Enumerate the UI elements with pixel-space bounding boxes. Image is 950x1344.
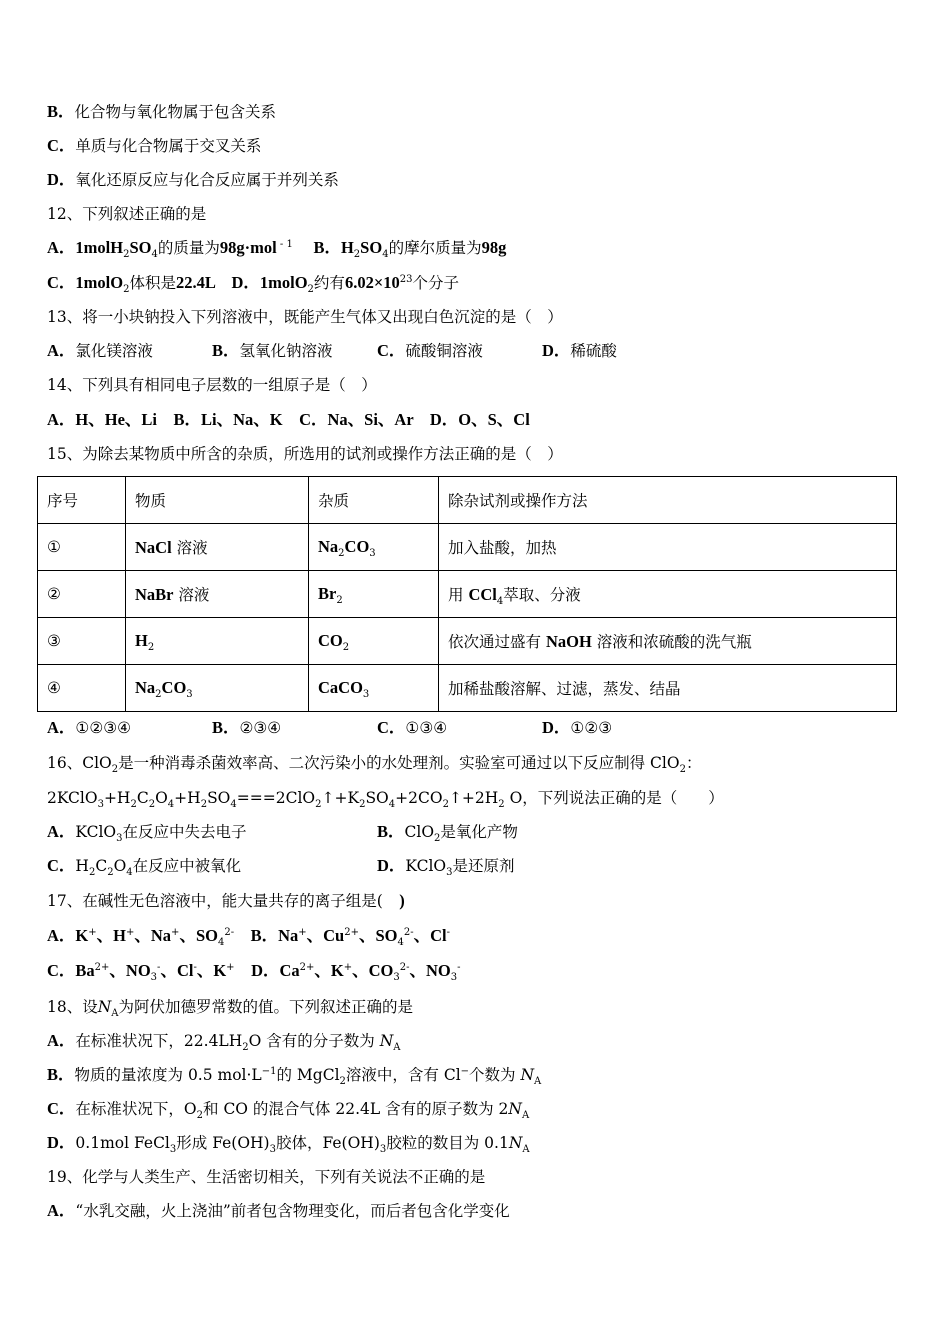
text-run: - bbox=[446, 926, 451, 938]
text-run: ↑+2H bbox=[448, 789, 499, 807]
text-run: 约有 bbox=[313, 274, 345, 292]
text-run: B． bbox=[212, 718, 240, 737]
table-header-cell: 物质 bbox=[126, 477, 309, 524]
text-run: + bbox=[125, 926, 135, 938]
text-run: 3 bbox=[446, 867, 453, 879]
text-run: A bbox=[521, 1110, 530, 1122]
text-run: C．Ba bbox=[47, 961, 95, 980]
impurity-table bbox=[37, 476, 897, 712]
text-run: 16、ClO bbox=[47, 754, 112, 772]
text-run: Br bbox=[318, 584, 337, 603]
text-run: 2 bbox=[107, 867, 114, 879]
text-run: − bbox=[460, 1065, 470, 1077]
table-header-cell: 序号 bbox=[38, 477, 126, 524]
text-run: C． bbox=[377, 718, 406, 737]
text-run: 、H bbox=[96, 926, 126, 945]
text-run: + bbox=[171, 926, 180, 938]
text-run: 2+ bbox=[299, 961, 315, 973]
text-run: 2 bbox=[155, 689, 162, 701]
option bbox=[212, 341, 333, 361]
table-cell bbox=[309, 524, 439, 571]
text-run: O 含有的分子数为 bbox=[248, 1032, 380, 1050]
text-run: 3 bbox=[450, 972, 458, 984]
table-cell bbox=[309, 665, 439, 712]
text-run: 6.02×10 bbox=[344, 273, 400, 292]
option bbox=[377, 341, 483, 361]
text-line bbox=[47, 238, 507, 261]
text-run: C． bbox=[377, 341, 406, 360]
text-run: 2 bbox=[434, 833, 441, 845]
text-run: A bbox=[393, 1042, 401, 1054]
text-run: 溶液和浓硫酸的洗气瓶 bbox=[591, 633, 752, 651]
text-line bbox=[47, 1133, 530, 1156]
text-line bbox=[47, 997, 414, 1020]
table-row bbox=[38, 524, 897, 571]
text-line bbox=[47, 136, 261, 156]
table-cell bbox=[439, 618, 897, 665]
text-run: 的摩尔质量为 bbox=[388, 239, 482, 257]
text-run: 、K bbox=[196, 961, 227, 980]
text-run: Na bbox=[135, 678, 156, 697]
text-run: - bbox=[457, 961, 461, 973]
text-run: 是还原剂 bbox=[452, 857, 515, 875]
text-run: ③ bbox=[47, 632, 61, 650]
text-run: 2 bbox=[315, 799, 322, 811]
text-run: 加入盐酸，加热 bbox=[448, 539, 557, 557]
table-header-row bbox=[38, 477, 897, 524]
text-run: A．1molH bbox=[47, 238, 124, 257]
text-run: −1 bbox=[261, 1065, 277, 1077]
text-run: ①②③④ bbox=[75, 719, 132, 737]
text-run: - 1 bbox=[276, 238, 293, 250]
text-run: + bbox=[88, 926, 97, 938]
text-run: D． bbox=[542, 718, 571, 737]
table-cell bbox=[38, 571, 126, 618]
text-run: 3 bbox=[97, 799, 104, 811]
text-run: 3 bbox=[186, 689, 193, 701]
text-run: 2 bbox=[196, 1110, 204, 1122]
table-cell bbox=[439, 524, 897, 571]
text-run: 3 bbox=[116, 833, 123, 845]
text-line bbox=[47, 891, 405, 911]
text-run: N bbox=[97, 998, 112, 1016]
text-run: NaBr bbox=[135, 585, 174, 604]
text-run: 3 bbox=[169, 1144, 177, 1156]
text-run: 15、为除去某物质中所含的杂质，所选用的试剂或操作方法正确的是（ ） bbox=[47, 445, 563, 463]
text-run: 、NO bbox=[409, 961, 451, 980]
text-run: NaCl bbox=[135, 538, 172, 557]
text-run: 2 bbox=[353, 249, 361, 261]
text-run: 2 bbox=[442, 799, 449, 811]
text-run: O bbox=[155, 789, 168, 807]
text-run: 0.1mol FeCl bbox=[75, 1134, 170, 1152]
option bbox=[542, 718, 612, 738]
table-cell bbox=[38, 618, 126, 665]
text-run: 22.4L D．1molO bbox=[175, 273, 308, 292]
text-run: KClO bbox=[75, 823, 117, 841]
text-run: H bbox=[135, 631, 148, 650]
text-run: D． bbox=[542, 341, 571, 360]
text-line bbox=[47, 1201, 510, 1221]
text-run: 硫酸铜溶液 bbox=[405, 342, 483, 360]
text-run: 2 bbox=[307, 284, 314, 296]
text-run: A． bbox=[47, 1201, 76, 1220]
text-run: C． bbox=[47, 1099, 76, 1118]
text-run: 个分子 bbox=[412, 274, 459, 292]
text-run: 12、下列叙述正确的是 bbox=[47, 205, 207, 223]
text-run: 物质的量浓度为 0.5 mol·L bbox=[74, 1066, 262, 1084]
table-cell bbox=[309, 571, 439, 618]
text-run: ④ bbox=[47, 679, 61, 697]
text-run: 2 bbox=[498, 799, 505, 811]
text-run: 2 bbox=[339, 1076, 346, 1088]
text-run: 14、下列具有相同电子层数的一组原子是（ ） bbox=[47, 376, 377, 394]
text-run: 化合物与氧化物属于包含关系 bbox=[74, 103, 277, 121]
text-run: A． bbox=[47, 822, 76, 841]
text-run: 溶液中，含有 Cl bbox=[345, 1066, 461, 1084]
text-run: 23 bbox=[399, 273, 413, 285]
text-run: 4 bbox=[217, 937, 225, 949]
text-run: 19、化学与人类生产、生活密切相关，下列有关说法不正确的是 bbox=[47, 1168, 486, 1186]
table-cell bbox=[126, 665, 309, 712]
text-line bbox=[47, 1031, 401, 1054]
text-line bbox=[47, 204, 206, 224]
text-run: 单质与化合物属于交叉关系 bbox=[75, 137, 262, 155]
text-run: A．H、He、Li B．Li、Na、K C．Na、Si、Ar D．O、S、Cl bbox=[47, 410, 530, 429]
text-run: SO bbox=[207, 789, 231, 807]
text-run: 用 bbox=[448, 586, 469, 604]
text-run: 4 bbox=[151, 249, 158, 261]
text-run: 98g bbox=[481, 238, 507, 257]
text-run: + bbox=[298, 926, 307, 938]
text-run: 4 bbox=[388, 799, 396, 811]
text-run: 3 bbox=[150, 972, 158, 984]
text-run: 2 bbox=[111, 764, 119, 776]
option bbox=[377, 856, 515, 879]
text-line bbox=[47, 1099, 530, 1122]
option bbox=[47, 822, 247, 845]
text-run: CO bbox=[161, 678, 187, 697]
text-run: ClO bbox=[404, 823, 435, 841]
text-run: A． bbox=[47, 341, 76, 360]
text-run: D．Ca bbox=[234, 961, 300, 980]
text-line bbox=[47, 170, 339, 190]
text-run: 在反应中被氧化 bbox=[132, 857, 242, 875]
text-run: D． bbox=[47, 1133, 76, 1152]
text-run: 2 bbox=[200, 799, 208, 811]
table-cell bbox=[439, 571, 897, 618]
text-run: CCl bbox=[468, 585, 497, 604]
text-run: 18、设 bbox=[47, 998, 98, 1016]
text-run: A． bbox=[47, 718, 76, 737]
table-cell bbox=[126, 618, 309, 665]
option bbox=[212, 718, 281, 738]
table-row bbox=[38, 618, 897, 665]
table-cell bbox=[38, 665, 126, 712]
text-run: A． bbox=[47, 1031, 76, 1050]
text-run: 的 MgCl bbox=[276, 1066, 340, 1084]
text-run: 2 bbox=[123, 249, 130, 261]
text-run: 氯化镁溶液 bbox=[75, 342, 153, 360]
text-run: 3 bbox=[379, 1144, 387, 1156]
text-line bbox=[47, 926, 451, 949]
text-run: 2- bbox=[403, 926, 414, 938]
text-run: N bbox=[379, 1032, 394, 1050]
text-run: D． bbox=[377, 856, 406, 875]
text-run: “水乳交融，火上浇油”前者包含物理变化，而后者包含化学变化 bbox=[75, 1202, 510, 1220]
table-cell bbox=[309, 618, 439, 665]
text-run: ①②③ bbox=[570, 719, 613, 737]
text-run: 17、在碱性无色溶液中，能大量共存的离子组是( bbox=[47, 892, 383, 910]
table-row bbox=[38, 571, 897, 618]
table-cell bbox=[126, 571, 309, 618]
text-run: 、SO bbox=[179, 926, 218, 945]
text-run: N bbox=[508, 1100, 522, 1118]
text-line bbox=[47, 444, 563, 464]
text-run: 、Na bbox=[134, 926, 172, 945]
text-line bbox=[47, 1065, 542, 1088]
text-run: 2+ bbox=[94, 961, 110, 973]
text-run: 2+ bbox=[344, 926, 359, 938]
text-run: ②③④ bbox=[239, 719, 282, 737]
option bbox=[377, 822, 518, 845]
text-run: 在标准状况下，O bbox=[75, 1100, 197, 1118]
text-run: C bbox=[136, 789, 149, 807]
text-run: 、CO bbox=[352, 961, 394, 980]
text-run: SO bbox=[365, 789, 389, 807]
text-run: ： bbox=[685, 754, 702, 772]
text-run: 溶液 bbox=[173, 586, 210, 604]
text-run: 胶体，Fe(OH) bbox=[275, 1134, 380, 1152]
text-run: 4 bbox=[167, 799, 175, 811]
table-row bbox=[38, 665, 897, 712]
text-run: 2 bbox=[679, 764, 686, 776]
text-run: 2 bbox=[130, 799, 137, 811]
text-run: 在反应中失去电子 bbox=[122, 823, 247, 841]
text-run: ② bbox=[47, 585, 61, 603]
text-run: 氧化还原反应与化合反应属于并列关系 bbox=[75, 171, 339, 189]
text-run: ↑+K bbox=[321, 789, 360, 807]
text-run: 2 bbox=[359, 799, 366, 811]
text-run: 2KClO bbox=[47, 789, 98, 807]
text-run: 依次通过盛有 bbox=[448, 633, 546, 651]
text-run: 、K bbox=[314, 961, 344, 980]
text-run: B．Na bbox=[234, 926, 299, 945]
text-run: B． bbox=[47, 102, 75, 121]
text-run: 是氧化产物 bbox=[440, 823, 518, 841]
text-run: A bbox=[534, 1076, 542, 1088]
text-run: CO bbox=[344, 537, 370, 556]
text-run: 3 bbox=[393, 972, 400, 984]
text-run: 、Cl bbox=[160, 961, 194, 980]
text-line bbox=[47, 273, 459, 296]
text-run: 4 bbox=[382, 249, 389, 261]
text-run: D． bbox=[47, 170, 76, 189]
text-run: 个数为 bbox=[469, 1066, 521, 1084]
text-run: 13、将一小块钠投入下列溶液中，既能产生气体又出现白色沉淀的是（ ） bbox=[47, 308, 563, 326]
text-run: H bbox=[75, 857, 89, 875]
text-line bbox=[47, 307, 563, 327]
text-run: ①③④ bbox=[405, 719, 448, 737]
text-run: + bbox=[343, 961, 353, 973]
text-run: - bbox=[157, 961, 161, 973]
text-run: A．K bbox=[47, 926, 89, 945]
text-run: 2- bbox=[224, 926, 235, 938]
text-run: 体积是 bbox=[129, 274, 176, 292]
text-run: O bbox=[113, 857, 127, 875]
text-run: +H bbox=[103, 789, 131, 807]
text-run: +2CO bbox=[395, 789, 443, 807]
option bbox=[377, 718, 447, 738]
option bbox=[47, 341, 153, 361]
text-run: 3 bbox=[369, 548, 376, 560]
text-run: 2 bbox=[147, 642, 155, 654]
text-run: 2 bbox=[342, 642, 350, 654]
text-line bbox=[47, 753, 702, 776]
text-line bbox=[47, 788, 724, 811]
text-run: CaCO bbox=[318, 678, 363, 697]
text-run: 形成 Fe(OH) bbox=[176, 1134, 270, 1152]
text-run: 的质量为 bbox=[157, 239, 220, 257]
text-run: B． bbox=[47, 1065, 75, 1084]
text-run: N bbox=[508, 1134, 523, 1152]
text-run: C． bbox=[47, 856, 76, 875]
text-line bbox=[47, 102, 276, 122]
text-run: 2 bbox=[338, 548, 345, 560]
text-run: 为阿伏加德罗常数的值。下列叙述正确的是 bbox=[118, 998, 414, 1016]
option bbox=[47, 856, 242, 879]
text-run: 稀硫酸 bbox=[570, 342, 617, 360]
text-run: 3 bbox=[362, 689, 370, 701]
text-run: 、NO bbox=[109, 961, 151, 980]
text-run: 2 bbox=[242, 1042, 249, 1054]
text-run: C．1molO bbox=[47, 273, 124, 292]
text-run: 2 bbox=[123, 284, 130, 296]
option bbox=[542, 341, 617, 361]
text-run: 和 CO 的混合气体 22.4L 含有的原子数为 2 bbox=[203, 1100, 509, 1118]
text-run: C． bbox=[47, 136, 76, 155]
text-run: 2 bbox=[88, 867, 96, 879]
text-run: A bbox=[111, 1008, 119, 1020]
table-header-cell: 杂质 bbox=[309, 477, 439, 524]
text-run: 胶粒的数目为 0.1 bbox=[386, 1134, 509, 1152]
text-run: CO bbox=[318, 631, 343, 650]
text-run: N bbox=[520, 1066, 535, 1084]
text-run: B． bbox=[212, 341, 240, 360]
text-line bbox=[47, 1167, 485, 1187]
table-cell bbox=[126, 524, 309, 571]
text-run: - bbox=[193, 961, 197, 973]
table-header-cell: 除杂试剂或操作方法 bbox=[439, 477, 897, 524]
text-run: ① bbox=[47, 538, 61, 556]
text-run: 4 bbox=[397, 937, 404, 949]
text-run: 萃取、分液 bbox=[503, 586, 581, 604]
text-run: SO bbox=[360, 238, 383, 257]
text-run: 、Cl bbox=[413, 926, 447, 945]
text-run: 2- bbox=[399, 961, 410, 973]
text-run: B． bbox=[377, 822, 405, 841]
text-run: O，下列说法正确的是（ ） bbox=[504, 789, 724, 807]
text-run: 4 bbox=[126, 867, 133, 879]
text-run: 3 bbox=[269, 1144, 276, 1156]
text-run: NaOH bbox=[545, 632, 592, 651]
text-run: C bbox=[95, 857, 108, 875]
text-run: 4 bbox=[230, 799, 237, 811]
text-run: ===2ClO bbox=[236, 789, 316, 807]
text-run: 加稀盐酸溶解、过滤，蒸发、结晶 bbox=[448, 680, 681, 698]
option bbox=[47, 718, 131, 738]
text-line bbox=[47, 961, 461, 984]
text-line bbox=[47, 410, 530, 430]
text-run: B．H bbox=[292, 238, 354, 257]
text-run: Na bbox=[318, 537, 339, 556]
text-run: 、SO bbox=[358, 926, 398, 945]
text-run: 4 bbox=[496, 596, 504, 608]
text-run: 氢氧化钠溶液 bbox=[239, 342, 333, 360]
text-run: 在标准状况下，22.4LH bbox=[75, 1032, 243, 1050]
text-run: 是一种消毒杀菌效率高、二次污染小的水处理剂。实验室可通过以下反应制得 ClO bbox=[118, 754, 680, 772]
text-run: 、Cu bbox=[306, 926, 345, 945]
text-run: + bbox=[226, 961, 235, 973]
text-run: 溶液 bbox=[171, 539, 208, 557]
text-run: 2 bbox=[148, 799, 156, 811]
text-run: KClO bbox=[405, 857, 447, 875]
text-line bbox=[47, 375, 377, 395]
text-run: SO bbox=[129, 238, 152, 257]
text-run: 98g·mol bbox=[219, 238, 277, 257]
text-run: ) bbox=[382, 891, 405, 910]
table-cell bbox=[38, 524, 126, 571]
table-cell bbox=[439, 665, 897, 712]
text-run: 2 bbox=[336, 595, 343, 607]
text-run: A bbox=[522, 1144, 530, 1156]
text-run: +H bbox=[174, 789, 201, 807]
